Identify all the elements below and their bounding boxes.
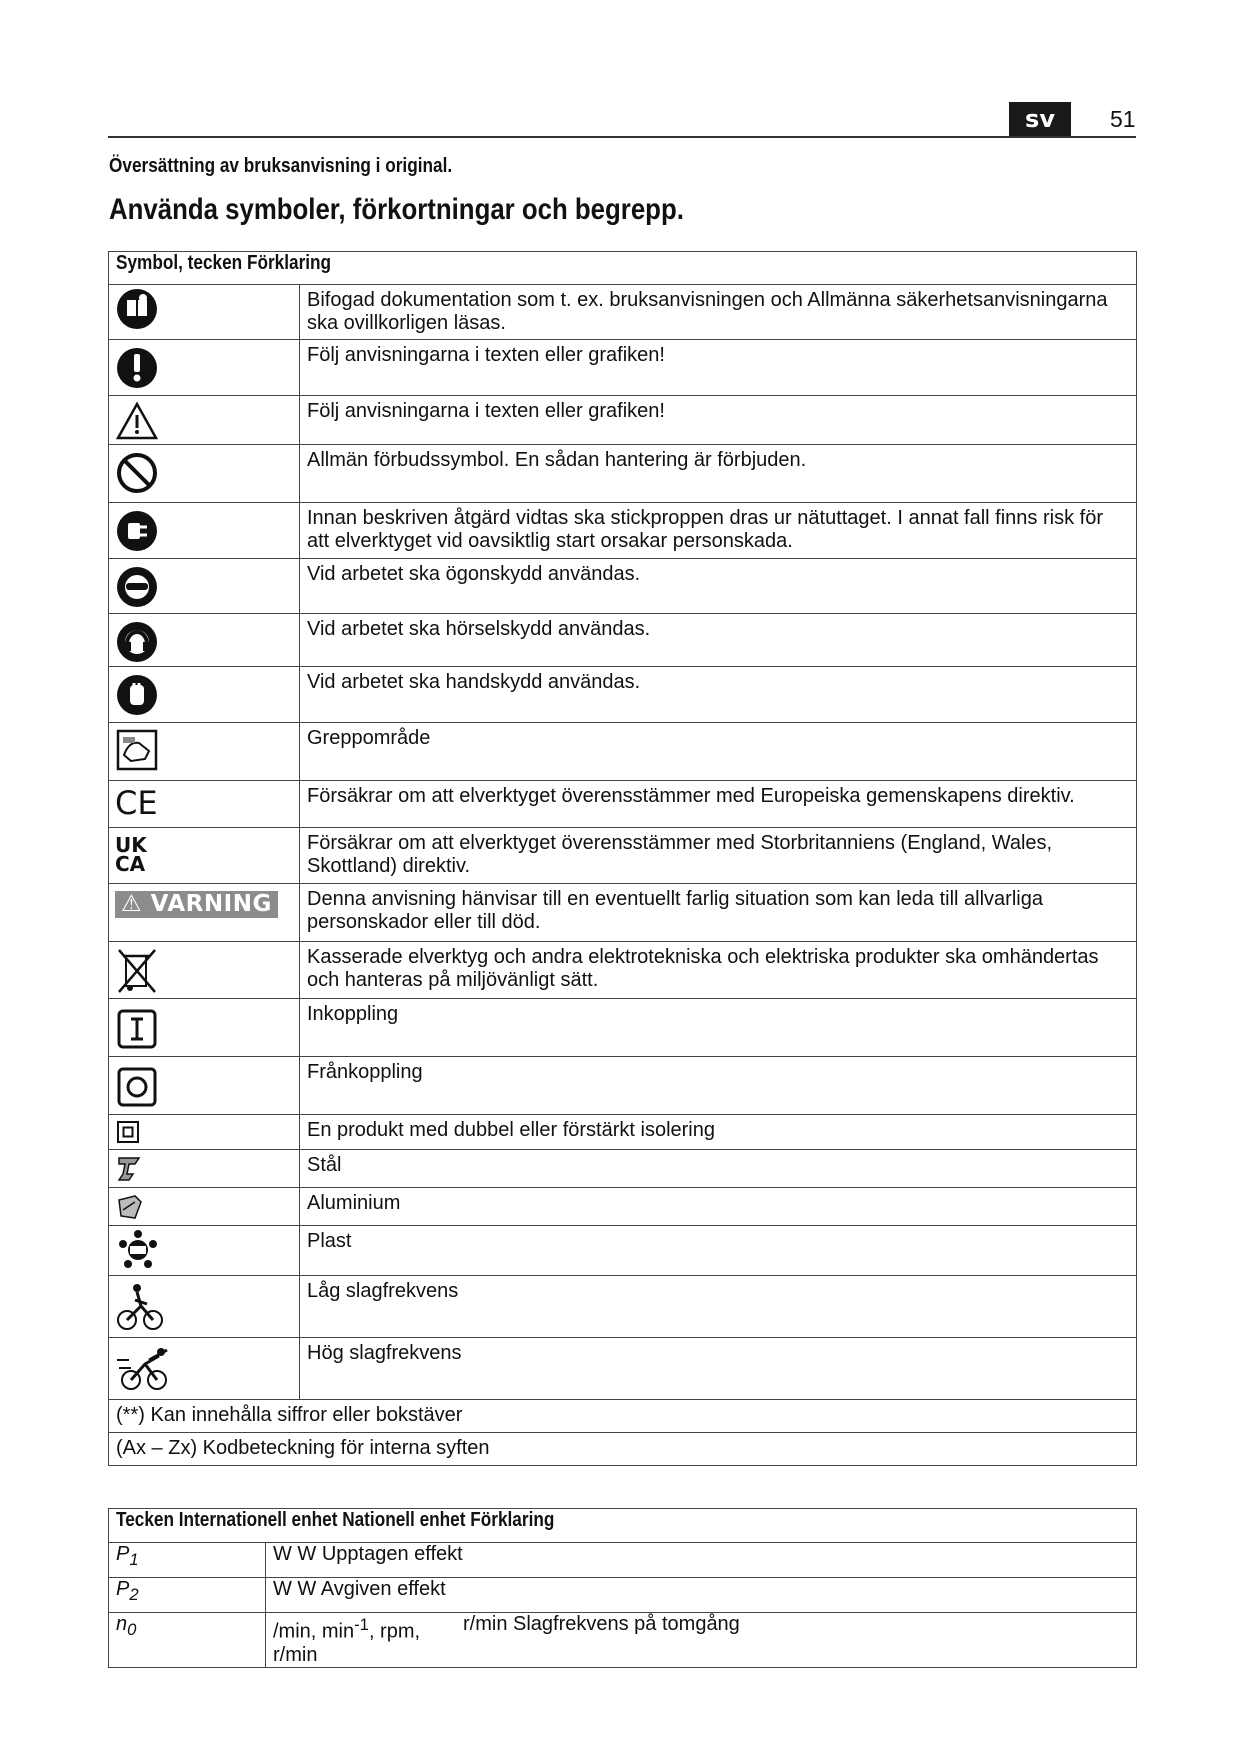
footnote-text: (**) Kan innehålla siffror eller bokstäver	[109, 1400, 1137, 1433]
row-text: Innan beskriven åtgärd vidtas ska stickproppen dras ur nätuttaget. I annat fall finns risk för att elverktyget vid oavsiktlig start orsakar personskada.	[300, 503, 1137, 559]
table-row	[109, 723, 1137, 781]
units-table-header: Tecken Internationell enhet Nationell enhet Förklaring	[109, 1509, 1137, 1543]
table-row	[109, 1115, 1137, 1150]
row-text: Stål	[300, 1150, 1137, 1188]
prohibition-icon	[115, 447, 159, 495]
unit-text: /min, $\min^{-1}$, rpm, r/min r/min Slagfrekvens på tomgång	[266, 1613, 1137, 1668]
unit-sign: $P_2$	[109, 1578, 266, 1613]
double-insulation-icon	[115, 1117, 141, 1145]
page-number: 51	[1110, 106, 1136, 132]
table-row	[109, 1400, 1137, 1433]
table-row	[109, 503, 1137, 559]
unit-text: W W Avgiven effekt	[266, 1578, 1137, 1613]
weee-bin-icon	[115, 944, 159, 994]
table-row	[109, 781, 1137, 828]
row-text: Kasserade elverktyg och andra elektrotekniska och elektriska produkter ska omhändertas och hanteras på miljövänligt sätt.	[300, 942, 1137, 999]
symbols-table	[108, 251, 1137, 1466]
units-table	[108, 1508, 1137, 1668]
plastic-pvc-icon	[115, 1228, 161, 1272]
mandatory-exclamation-icon	[115, 342, 159, 390]
row-text: Försäkrar om att elverktyget överensstämmer med Europeiska gemenskapens direktiv.	[300, 781, 1137, 828]
high-frequency-cyclist-icon	[115, 1340, 175, 1394]
row-text: Vid arbetet ska hörselskydd användas.	[300, 614, 1137, 667]
grip-area-icon	[115, 725, 159, 773]
table-row	[109, 1578, 1137, 1613]
table-row	[109, 1433, 1137, 1466]
row-text: Plast	[300, 1226, 1137, 1276]
table-row	[109, 445, 1137, 503]
table-row	[109, 1276, 1137, 1338]
row-text: Denna anvisning hänvisar till en eventuellt farlig situation som kan leda till allvarliga personskador eller till död.	[300, 884, 1137, 942]
table-row	[109, 285, 1137, 340]
table-row	[109, 396, 1137, 445]
power-off-icon	[115, 1059, 159, 1109]
warning-triangle-icon	[115, 398, 159, 442]
eye-protection-icon	[115, 561, 159, 609]
power-on-icon	[115, 1001, 159, 1051]
ce-mark-icon: CE	[115, 784, 158, 822]
ukca-mark-icon: UK CA	[115, 833, 147, 876]
table-row	[109, 999, 1137, 1057]
row-text: Försäkrar om att elverktyget överensstämmer med Storbritanniens (England, Wales, Skottland) direktiv.	[300, 828, 1137, 884]
low-frequency-cyclist-icon	[115, 1278, 165, 1332]
row-text: Allmän förbudssymbol. En sådan hantering är förbjuden.	[300, 445, 1137, 503]
unit-text: W W Upptagen effekt	[266, 1543, 1137, 1578]
table-row	[109, 340, 1137, 396]
table-row	[109, 1150, 1137, 1188]
row-text: Frånkoppling	[300, 1057, 1137, 1115]
row-text: Vid arbetet ska handskydd användas.	[300, 667, 1137, 723]
language-badge: sv	[1009, 102, 1071, 136]
table-row	[109, 1057, 1137, 1115]
unplug-icon	[115, 505, 159, 553]
ear-protection-icon	[115, 616, 159, 664]
table-row	[109, 828, 1137, 884]
row-text: Inkoppling	[300, 999, 1137, 1057]
row-text: Aluminium	[300, 1188, 1137, 1226]
row-text: Hög slagfrekvens	[300, 1338, 1137, 1400]
table-row	[109, 1188, 1137, 1226]
unit-sign: $P_1$	[109, 1543, 266, 1578]
row-text: Följ anvisningarna i texten eller grafiken!	[300, 340, 1137, 396]
row-text: Bifogad dokumentation som t. ex. bruksanvisningen och Allmänna säkerhetsanvisningarna ska ovillkorligen läsas.	[300, 285, 1137, 340]
row-text: Följ anvisningarna i texten eller grafiken!	[300, 396, 1137, 445]
row-text: Greppområde	[300, 723, 1137, 781]
row-text: Låg slagfrekvens	[300, 1276, 1137, 1338]
header-rule	[108, 136, 1136, 138]
document-subtitle: Översättning av bruksanvisning i original.	[109, 155, 453, 177]
unit-sign: $n_0$	[109, 1613, 266, 1668]
table-row	[109, 1338, 1137, 1400]
table-row	[109, 1543, 1137, 1578]
table-row	[109, 942, 1137, 999]
row-text: En produkt med dubbel eller förstärkt isolering	[300, 1115, 1137, 1150]
table-row	[109, 559, 1137, 614]
table-row	[109, 884, 1137, 942]
section-title: Använda symboler, förkortningar och begrepp.	[109, 193, 684, 226]
table-row	[109, 667, 1137, 723]
row-text: Vid arbetet ska ögonskydd användas.	[300, 559, 1137, 614]
symbols-table-header: Symbol, tecken Förklaring	[109, 252, 1137, 285]
table-row	[109, 614, 1137, 667]
warning-label-icon: ⚠ VARNING	[115, 891, 278, 918]
glove-protection-icon	[115, 669, 159, 717]
read-manual-icon	[115, 287, 159, 331]
aluminium-icon	[115, 1190, 147, 1222]
steel-icon	[115, 1152, 147, 1184]
footnote-text: (Ax – Zx) Kodbeteckning för interna syften	[109, 1433, 1137, 1466]
table-row	[109, 1613, 1137, 1668]
table-row	[109, 1226, 1137, 1276]
